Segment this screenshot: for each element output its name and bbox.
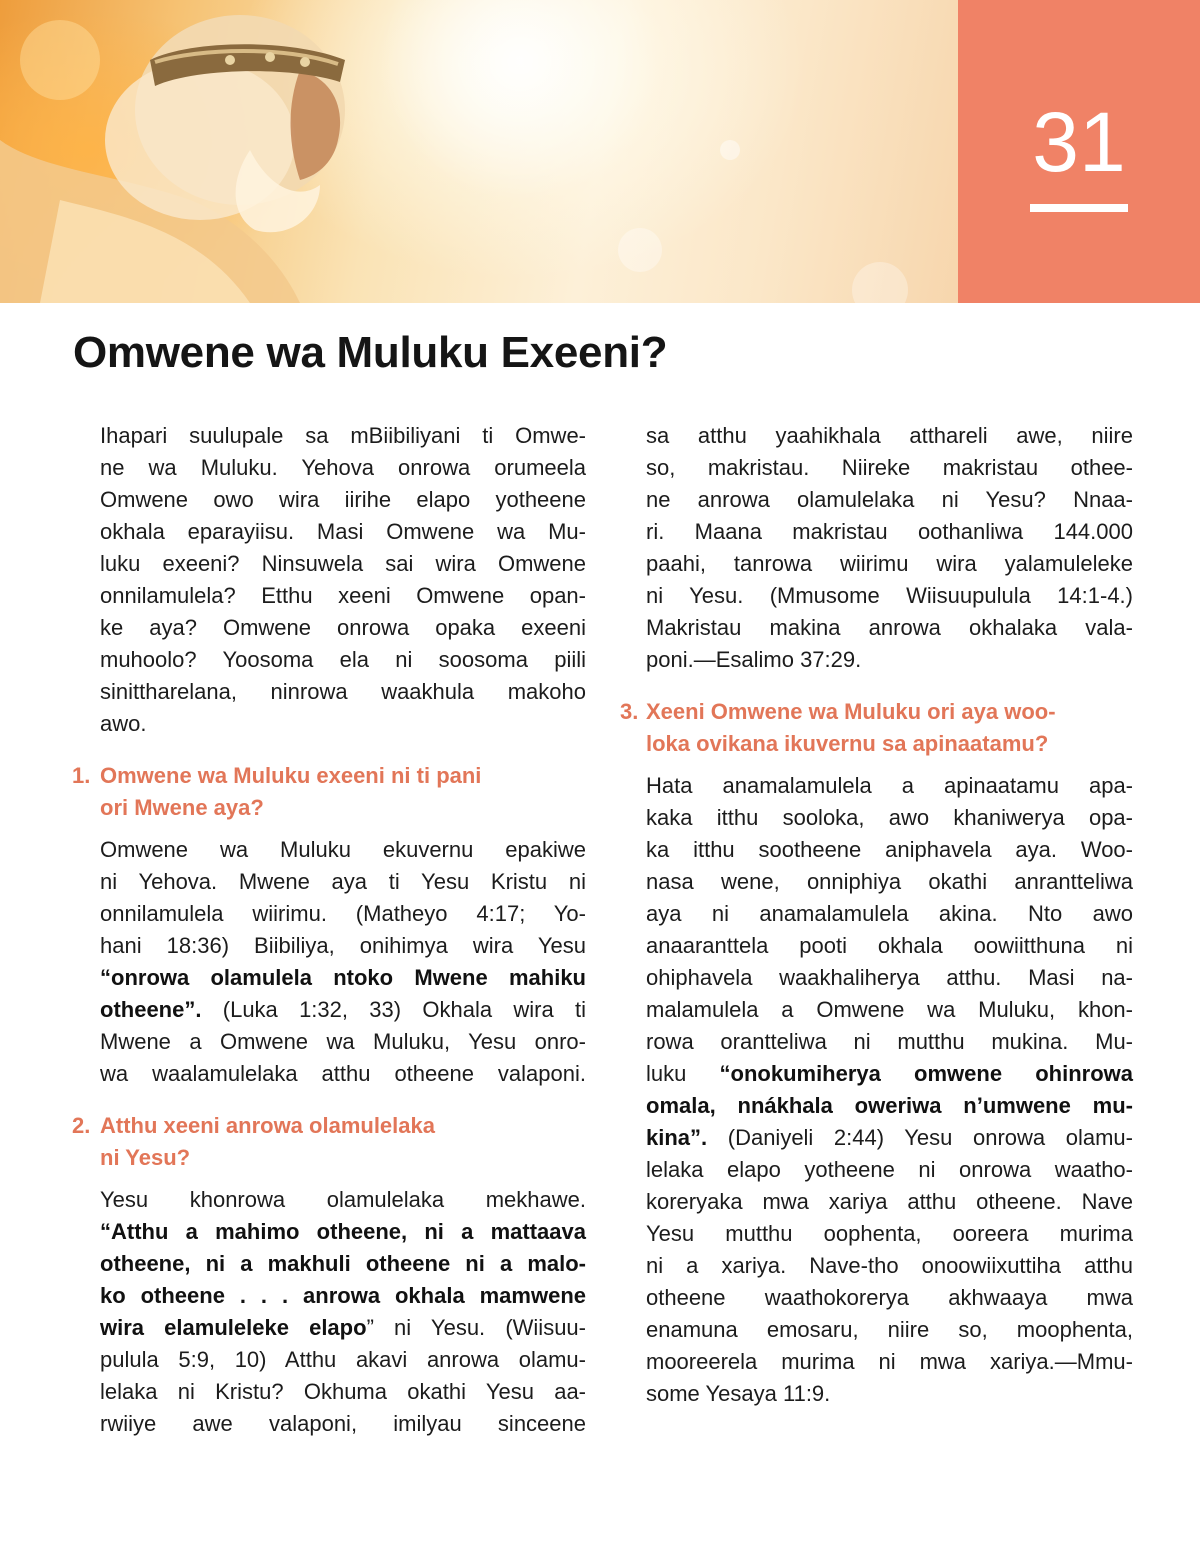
text-line: onnilamulela? Etthu xeeni Omwene opan-: [100, 583, 586, 608]
answer-paragraph-1: Omwene wa Muluku ekuvernu epakiwe ni Yehova. Mwene aya ti Yesu Kristu ni onnilamulela wiirimu. (Matheyo 4:17; Yo- hani 18:36) Biibiliya, onihimya wira Yesu “onrowa olamulela ntoko Mwene mahiku otheene”. (Luka 1:32, 33) Okhala wira ti Mwene a Omwene wa Muluku, Yesu onro- wa waalamulelaka atthu otheene valaponi.: [100, 837, 586, 1086]
text-line: ne wa Muluku. Yehova onrowa orumeela: [100, 455, 586, 480]
text-line: awo.: [100, 711, 147, 736]
scripture-quote: “onrowa olamulela ntoko Mwene mahiku: [100, 965, 586, 990]
question-number: 1.: [72, 763, 91, 788]
question-heading-2: 2. Atthu xeeni anrowa olamulelaka ni Yesu?: [100, 1110, 586, 1174]
text-line: ke aya? Omwene onrowa opaka exeeni: [100, 615, 586, 640]
king-illustration: [0, 0, 958, 303]
text-line: sinittharelana, ninrowa waakhula makoho: [100, 679, 586, 704]
question-heading-1: 1. Omwene wa Muluku exeeni ni ti pani ori Mwene aya?: [100, 760, 586, 824]
answer-paragraph-2-continued: sa atthu yaahikhala atthareli awe, niire so, makristau. Niireke makristau othee- ne anrowa olamulelaka ni Yesu? Nnaa- ri. Maana makristau oothanliwa 144.000 paahi, tanrowa wiirimu wira yalamuleleke ni Yesu. (Mmusome Wiisuupulula 14:1-4.) Makristau makina anrowa okhalaka vala- poni.—Esalimo 37:29.: [646, 423, 1133, 672]
text-line: Omwene owo wira iirihe elapo yotheene: [100, 487, 586, 512]
intro-paragraph: [100, 420, 586, 740]
question-number: 3.: [620, 699, 639, 724]
question-number: 2.: [72, 1113, 91, 1138]
question-heading-3: 3. Xeeni Omwene wa Muluku ori aya woo- loka ovikana ikuvernu sa apinaatamu?: [646, 696, 1133, 760]
scripture-quote: ko otheene . . . anrowa okhala mamwene: [100, 1283, 586, 1308]
header-image: [0, 0, 958, 303]
chapter-badge: [958, 0, 1200, 303]
right-column: [620, 420, 1133, 1410]
scripture-quote: “onokumiherya omwene ohinrowa: [719, 1061, 1133, 1086]
answer-paragraph-2: Yesu khonrowa olamulelaka mekhawe. “Atthu a mahimo otheene, ni a mattaava otheene, ni a makhuli otheene ni a malo- ko otheene . . . anrowa okhala mamwene wira elamuleleke elapo” ni Yesu. (Wiisuu- pulula 5:9, 10) Atthu akavi anrowa olamu- lelaka ni Kristu? Okhuma okathi Yesu aa- rwiiye awe valaponi, imilyau sinceene: [100, 1187, 586, 1436]
answer-paragraph-3: Hata anamalamulela a apinaatamu apa- kaka itthu sooloka, awo khaniwerya opa- ka itthu sootheene aniphavela aya. Woo- nasa wene, onniphiya okathi anrantteliwa aya ni anamalamulela akina. Nto awo anaaranttela pooti okhala oowiitthuna ni ohiphavela waakhaliherya atthu. Masi na- malamulela a Omwene wa Muluku, khon- rowa orantteliwa ni mutthu mukina. Mu- luku “onokumiherya omwene ohinrowa omala, nnákhala oweriwa n’umwene mu- kina”. (Daniyeli 2:44) Yesu onrowa olamu- lelaka elapo yotheene ni onrowa waatho- koreryaka mwa xariya atthu otheene. Nave Yesu mutthu oophenta, ooreera murima ni a xariya. Nave-tho onoowiixuttiha atthu otheene waathokorerya akhwaaya mwa enamuna emosaru, niire so, moophenta, mooreerela murima ni mwa xariya.—Mmu- some Yesaya 11:9.: [646, 773, 1133, 1406]
text-line: luku exeeni? Ninsuwela sai wira Omwene: [100, 551, 586, 576]
text-line: okhala eparayiisu. Masi Omwene wa Mu-: [100, 519, 586, 544]
chapter-number: 31: [1032, 95, 1126, 189]
text-line: muhoolo? Yoosoma ela ni soosoma piili: [100, 647, 586, 672]
page-title: Omwene wa Muluku Exeeni?: [73, 328, 668, 377]
chapter-underline: [1030, 204, 1128, 212]
text-line: Ihapari suulupale sa mBiibiliyani ti Omwe-: [100, 423, 586, 448]
scripture-quote: kina”.: [646, 1125, 708, 1150]
scripture-quote: wira elamuleleke elapo: [100, 1315, 367, 1340]
scripture-quote: otheene, ni a makhuli otheene ni a malo-: [100, 1251, 586, 1276]
scripture-quote: otheene”.: [100, 997, 202, 1022]
scripture-quote: “Atthu a mahimo otheene, ni a mattaava: [100, 1219, 586, 1244]
scripture-quote: omala, nnákhala oweriwa n’umwene mu-: [646, 1093, 1133, 1118]
left-column: [72, 420, 586, 1440]
